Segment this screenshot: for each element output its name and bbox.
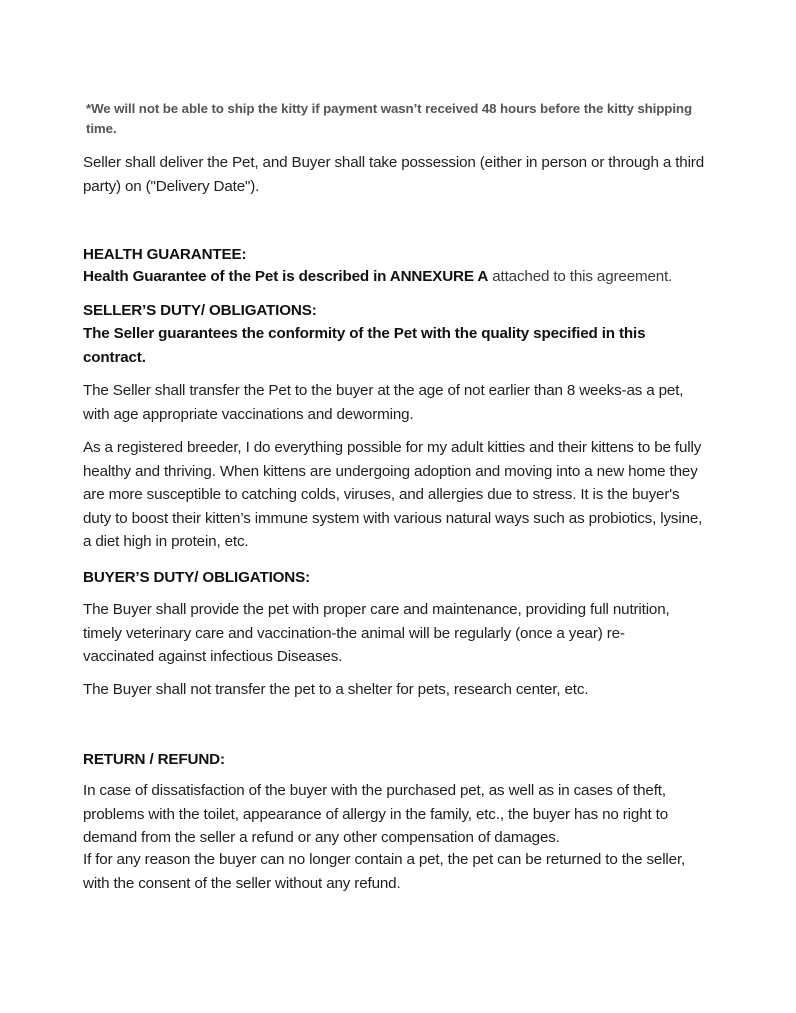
return-refund-paragraph-2: If for any reason the buyer can no longer contain a pet, the pet can be returned to the seller, with the consent of the seller without any refund. [83,851,686,892]
buyer-duty-paragraph-1: The Buyer shall provide the pet with proper care and maintenance, providing full nutrition, timely veterinary care and vaccination-the animal will be regularly (once a year) re- vaccinated against infectious Diseases. [83,601,670,665]
delivery-paragraph: Seller shall deliver the Pet, and Buyer shall take possession (either in person or through a third party) on ("Delivery Date"). [83,154,704,195]
health-guarantee-bold-text: Health Guarantee of the Pet is described in ANNEXURE A [83,268,489,285]
health-guarantee-regular-text: attached to this agreement. [488,268,673,285]
health-guarantee-text [83,265,723,289]
seller-duty-paragraph-2: As a registered breeder, I do everything possible for my adult kitties and their kittens to be fully healthy and thriving. When kittens are undergoing adoption and moving into a new home they are more susceptible to catching colds, viruses, and allergies due to stress. It is the buyer's duty to boost their kitten’s immune system with various natural ways such as probiotics, lysine, a diet high in protein, etc. [83,439,703,550]
return-refund-paragraph-1: In case of dissatisfaction of the buyer with the purchased pet, as well as in cases of theft, problems with the toilet, appearance of allergy in the family, etc., the buyer has no right to demand from the seller a refund or any other compensation of damages. [83,782,669,846]
return-refund-heading: RETURN / REFUND: [83,751,225,768]
health-guarantee-heading: HEALTH GUARANTEE: [83,246,247,263]
buyer-duty-heading: BUYER’S DUTY/ OBLIGATIONS: [83,569,311,586]
seller-duty-statement: The Seller guarantees the conformity of the Pet with the quality specified in this contract. [83,325,646,366]
buyer-duty-paragraph-2: The Buyer shall not transfer the pet to a shelter for pets, research center, etc. [83,681,589,698]
seller-duty-heading: SELLER’S DUTY/ OBLIGATIONS: [83,302,317,319]
seller-duty-paragraph-1: The Seller shall transfer the Pet to the buyer at the age of not earlier than 8 weeks-as a pet, with age appropriate vaccinations and deworming. [83,382,684,423]
shipping-note: *We will not be able to ship the kitty if payment wasn’t received 48 hours before the kitty shipping time. [86,101,692,136]
